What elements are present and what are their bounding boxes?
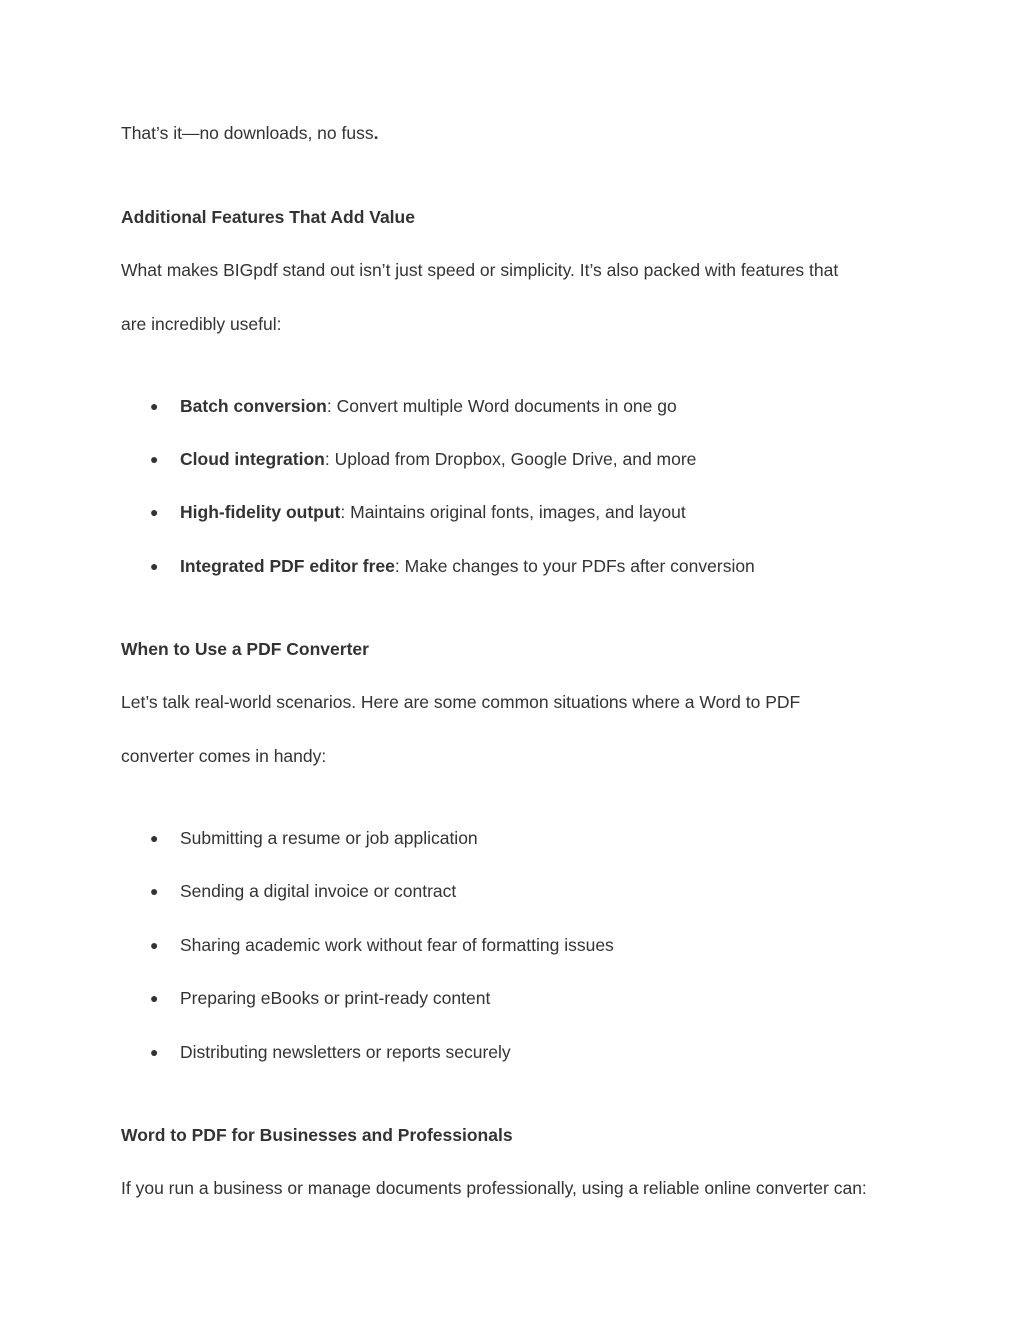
bullet-icon: ● — [150, 558, 159, 574]
list-item-term: Batch conversion — [180, 396, 327, 416]
list-item-text: Distributing newsletters or reports securely — [180, 1042, 511, 1062]
list-item — [150, 395, 677, 417]
list-item — [150, 827, 478, 849]
scenarios-paragraph-line-1: Let’s talk real-world scenarios. Here are some common situations where a Word to PDF — [121, 692, 801, 712]
list-item-desc: : Upload from Dropbox, Google Drive, and more — [324, 449, 697, 469]
section-heading-when-to-use: When to Use a PDF Converter — [121, 639, 369, 659]
list-item-desc: : Convert multiple Word documents in one go — [326, 396, 677, 416]
intro-paragraph — [121, 122, 378, 144]
list-item-text: Preparing eBooks or print-ready content — [180, 988, 491, 1008]
list-item-text: Sharing academic work without fear of formatting issues — [180, 935, 614, 955]
list-item — [150, 555, 755, 577]
bullet-icon: ● — [150, 937, 159, 953]
list-item-term: Integrated PDF editor free — [180, 556, 395, 576]
bullet-icon: ● — [150, 990, 159, 1006]
business-paragraph-line-1: If you run a business or manage documents professionally, using a reliable online converter can: — [121, 1178, 867, 1198]
list-item — [150, 1041, 511, 1063]
features-paragraph-line-1: What makes BIGpdf stand out isn’t just speed or simplicity. It’s also packed with features that — [121, 260, 839, 280]
list-item-term: Cloud integration — [180, 449, 325, 469]
intro-period: . — [373, 123, 379, 143]
section-heading-businesses: Word to PDF for Businesses and Professionals — [121, 1125, 513, 1145]
features-paragraph-line-2: are incredibly useful: — [121, 314, 282, 334]
list-item-text: Submitting a resume or job application — [180, 828, 478, 848]
bullet-icon: ● — [150, 398, 159, 414]
list-item-desc: : Maintains original fonts, images, and layout — [340, 502, 686, 522]
list-item — [150, 501, 686, 523]
list-item — [150, 880, 456, 902]
bullet-icon: ● — [150, 883, 159, 899]
bullet-icon: ● — [150, 830, 159, 846]
bullet-icon: ● — [150, 1044, 159, 1060]
list-item — [150, 987, 490, 1009]
list-item-text: Sending a digital invoice or contract — [180, 881, 457, 901]
list-item-term: High-fidelity output — [180, 502, 341, 522]
list-item — [150, 448, 696, 470]
list-item-desc: : Make changes to your PDFs after conversion — [394, 556, 755, 576]
list-item — [150, 934, 614, 956]
bullet-icon: ● — [150, 504, 159, 520]
scenarios-paragraph-line-2: converter comes in handy: — [121, 746, 327, 766]
section-heading-features: Additional Features That Add Value — [121, 207, 415, 227]
intro-text: That’s it—no downloads, no fuss — [121, 123, 374, 143]
bullet-icon: ● — [150, 451, 159, 467]
